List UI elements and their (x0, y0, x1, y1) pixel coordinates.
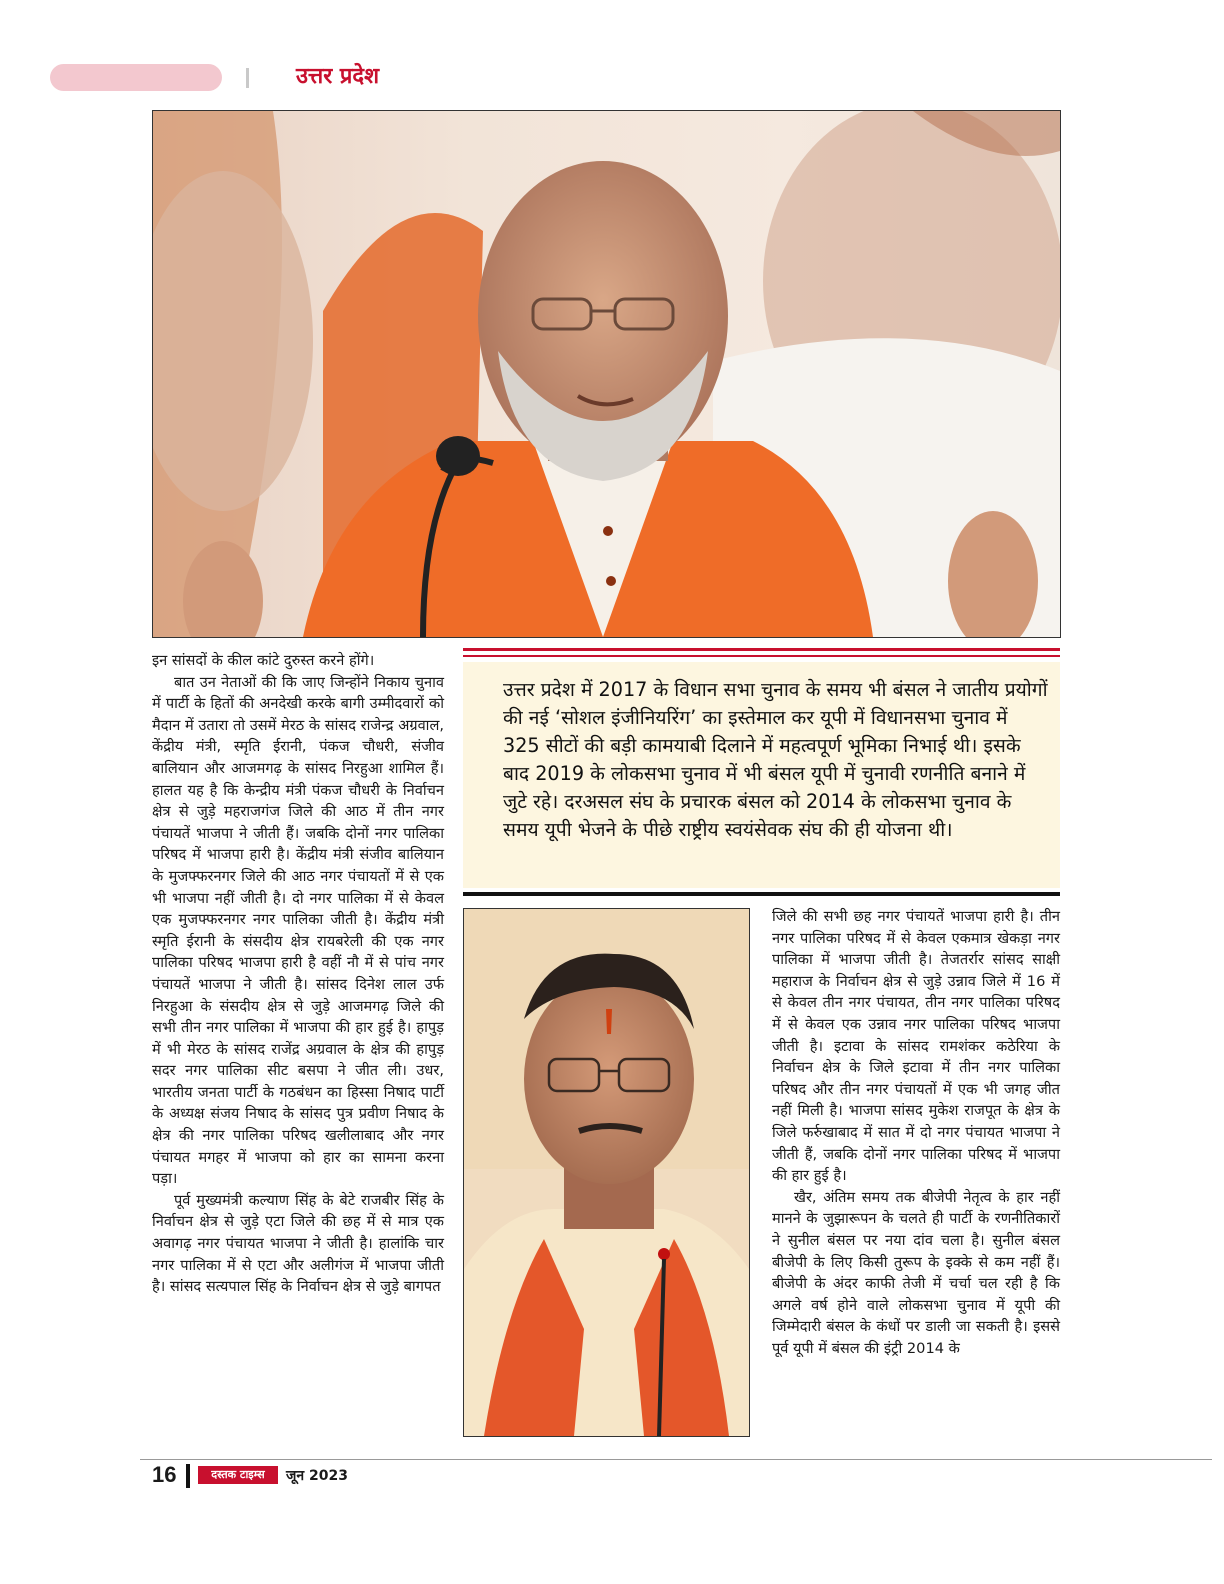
pull-quote-rule (463, 655, 1060, 657)
paragraph: बात उन नेताओं की कि जाए जिन्होंने निकाय चुनाव में पार्टी के हितों की अनदेखी करके बागी उम्मीदवारों को मैदान में उतारा तो उसमें मेरठ के सांसद राजेन्द्र अग्रवाल, केंद्रीय मंत्री, स्मृति ईरानी, पंकज चौधरी, संजीव बालियान और आजमगढ़ के सांसद निरहुआ शामिल हैं। हालत यह है कि केन्द्रीय मंत्री पंकज चौधरी के निर्वाचन क्षेत्र से जुड़े महराजगंज जिले की आठ में तीन नगर पंचायतें भाजपा ने जीती हैं। जबकि दोनों नगर पालिका परिषद में भाजपा हारी है। केंद्रीय मंत्री संजीव बालियान के मुजफ्फरनगर जिले की आठ नगर पंचायतों में से एक भी भाजपा नहीं जीती है। दो नगर पालिका में से केवल एक मुजफ्फरनगर नगर पालिका जीती है। केंद्रीय मंत्री स्मृति ईरानी के संसदीय क्षेत्र रायबरेली की एक नगर पालिका परिषद भाजपा हारी है वहीं नौ में से पांच नगर पंचायतें भाजपा ने जीती है। सांसद दिनेश लाल उर्फ निरहुआ के संसदीय क्षेत्र से जुड़े आजमगढ़ जिले की सभी तीन नगर पालिका में भाजपा की हार हुई है। हापुड़ में भी मेरठ के सांसद राजेंद्र अग्रवाल के क्षेत्र की हापुड़ सदर नगर पालिका सीट बसपा ने जीत ली। उधर, भारतीय जनता पार्टी के गठबंधन का हिस्सा निषाद पार्टी के अध्यक्ष संजय निषाद के सांसद पुत्र प्रवीण निषाद के क्षेत्र की नगर पालिका परिषद खलीलाबाद और नगर पंचायत मगहर में भाजपा को हार का सामना करना पड़ा। (152, 673, 444, 1188)
left-column (152, 650, 444, 1298)
pull-quote (463, 648, 1060, 896)
magazine-logo: दस्तक टाइम्स (198, 1466, 278, 1484)
header-divider (246, 68, 249, 88)
footer-rule (140, 1459, 1212, 1460)
paragraph: खैर, अंतिम समय तक बीजेपी नेतृत्व के हार नहीं मानने के जुझारूपन के चलते ही पार्टी के रणनीतिकारों ने सुनील बंसल पर नया दांव चला है। सुनील बंसल बीजेपी के लिए किसी तुरूप के इक्के से कम नहीं हैं। बीजेपी के अंदर काफी तेजी में चर्चा चल रही है कि अगले वर्ष होने वाले लोकसभा चुनाव में यूपी की जिम्मेदारी बंसल के कंधों पर डाली जा सकती है। इससे पूर्व यूपी में बंसल की इंट्री 2014 के (772, 1188, 1060, 1357)
paragraph: जिले की सभी छह नगर पंचायतें भाजपा हारी है। तीन नगर पालिका परिषद में से केवल एकमात्र खेकड़ा नगर पालिका में भाजपा जीती है। तेजतर्रार सांसद साक्षी महाराज के निर्वाचन क्षेत्र से जुड़े उन्नाव जिले में 16 में से केवल तीन नगर पंचायत, तीन नगर पालिका परिषद में से केवल एक उन्नाव नगर पालिका परिषद भाजपा जीती है। इटावा के सांसद रामशंकर कठेरिया के निर्वाचन क्षेत्र के जिले इटावा में तीन नगर पालिका परिषद और तीन नगर पंचायतों में एक भी जगह जीत नहीं मिली है। भाजपा सांसद मुकेश राजपूत के क्षेत्र के जिले फर्रुखाबाद में सात में दो नगर पंचायत भाजपा ने जीती हैं, जबकि दोनों नगर पालिका परिषद में भाजपा की हार हुई है। (772, 908, 1060, 1185)
issue-date: जून 2023 (286, 1468, 348, 1484)
header-pill (50, 64, 222, 91)
secondary-photo (463, 908, 750, 1437)
page-number: 16 (152, 1462, 177, 1487)
pull-quote-rule (463, 892, 1060, 896)
section-title: उत्तर प्रदेश (296, 64, 380, 89)
paragraph: पूर्व मुख्यमंत्री कल्याण सिंह के बेटे राजबीर सिंह के निर्वाचन क्षेत्र से जुड़े एटा जिले की छह में से मात्र एक अवागढ़ नगर पंचायत भाजपा ने जीती है। हालांकि चार नगर पालिका में से एटा और अलीगंज में भाजपा जीती है। सांसद सत्यपाल सिंह के निर्वाचन क्षेत्र से जुड़े बागपत (152, 1191, 444, 1296)
footer-divider (186, 1464, 190, 1488)
right-column (772, 906, 1060, 1359)
pull-quote-text: उत्तर प्रदेश में 2017 के विधान सभा चुनाव के समय भी बंसल ने जातीय प्रयोगों की नई ‘सोशल इंजीनियरिंग’ का इस्तेमाल कर यूपी में विधानसभा चुनाव में 325 सीटों की बड़ी कामयाबी दिलाने में महत्वपूर्ण भूमिका निभाई थी। इसके बाद 2019 के लोकसभा चुनाव में भी बंसल यूपी में चुनावी रणनीति बनाने में जुटे रहे। दरअसल संघ के प्रचारक बंसल को 2014 के लोकसभा चुनाव के समय यूपी भेजने के पीछे राष्ट्रीय स्वयंसेवक संघ की ही योजना थी। (503, 678, 1048, 841)
pull-quote-rule (463, 648, 1060, 651)
main-photo (152, 110, 1061, 638)
paragraph: इन सांसदों के कील कांटे दुरुस्त करने होंगे। (152, 652, 375, 669)
